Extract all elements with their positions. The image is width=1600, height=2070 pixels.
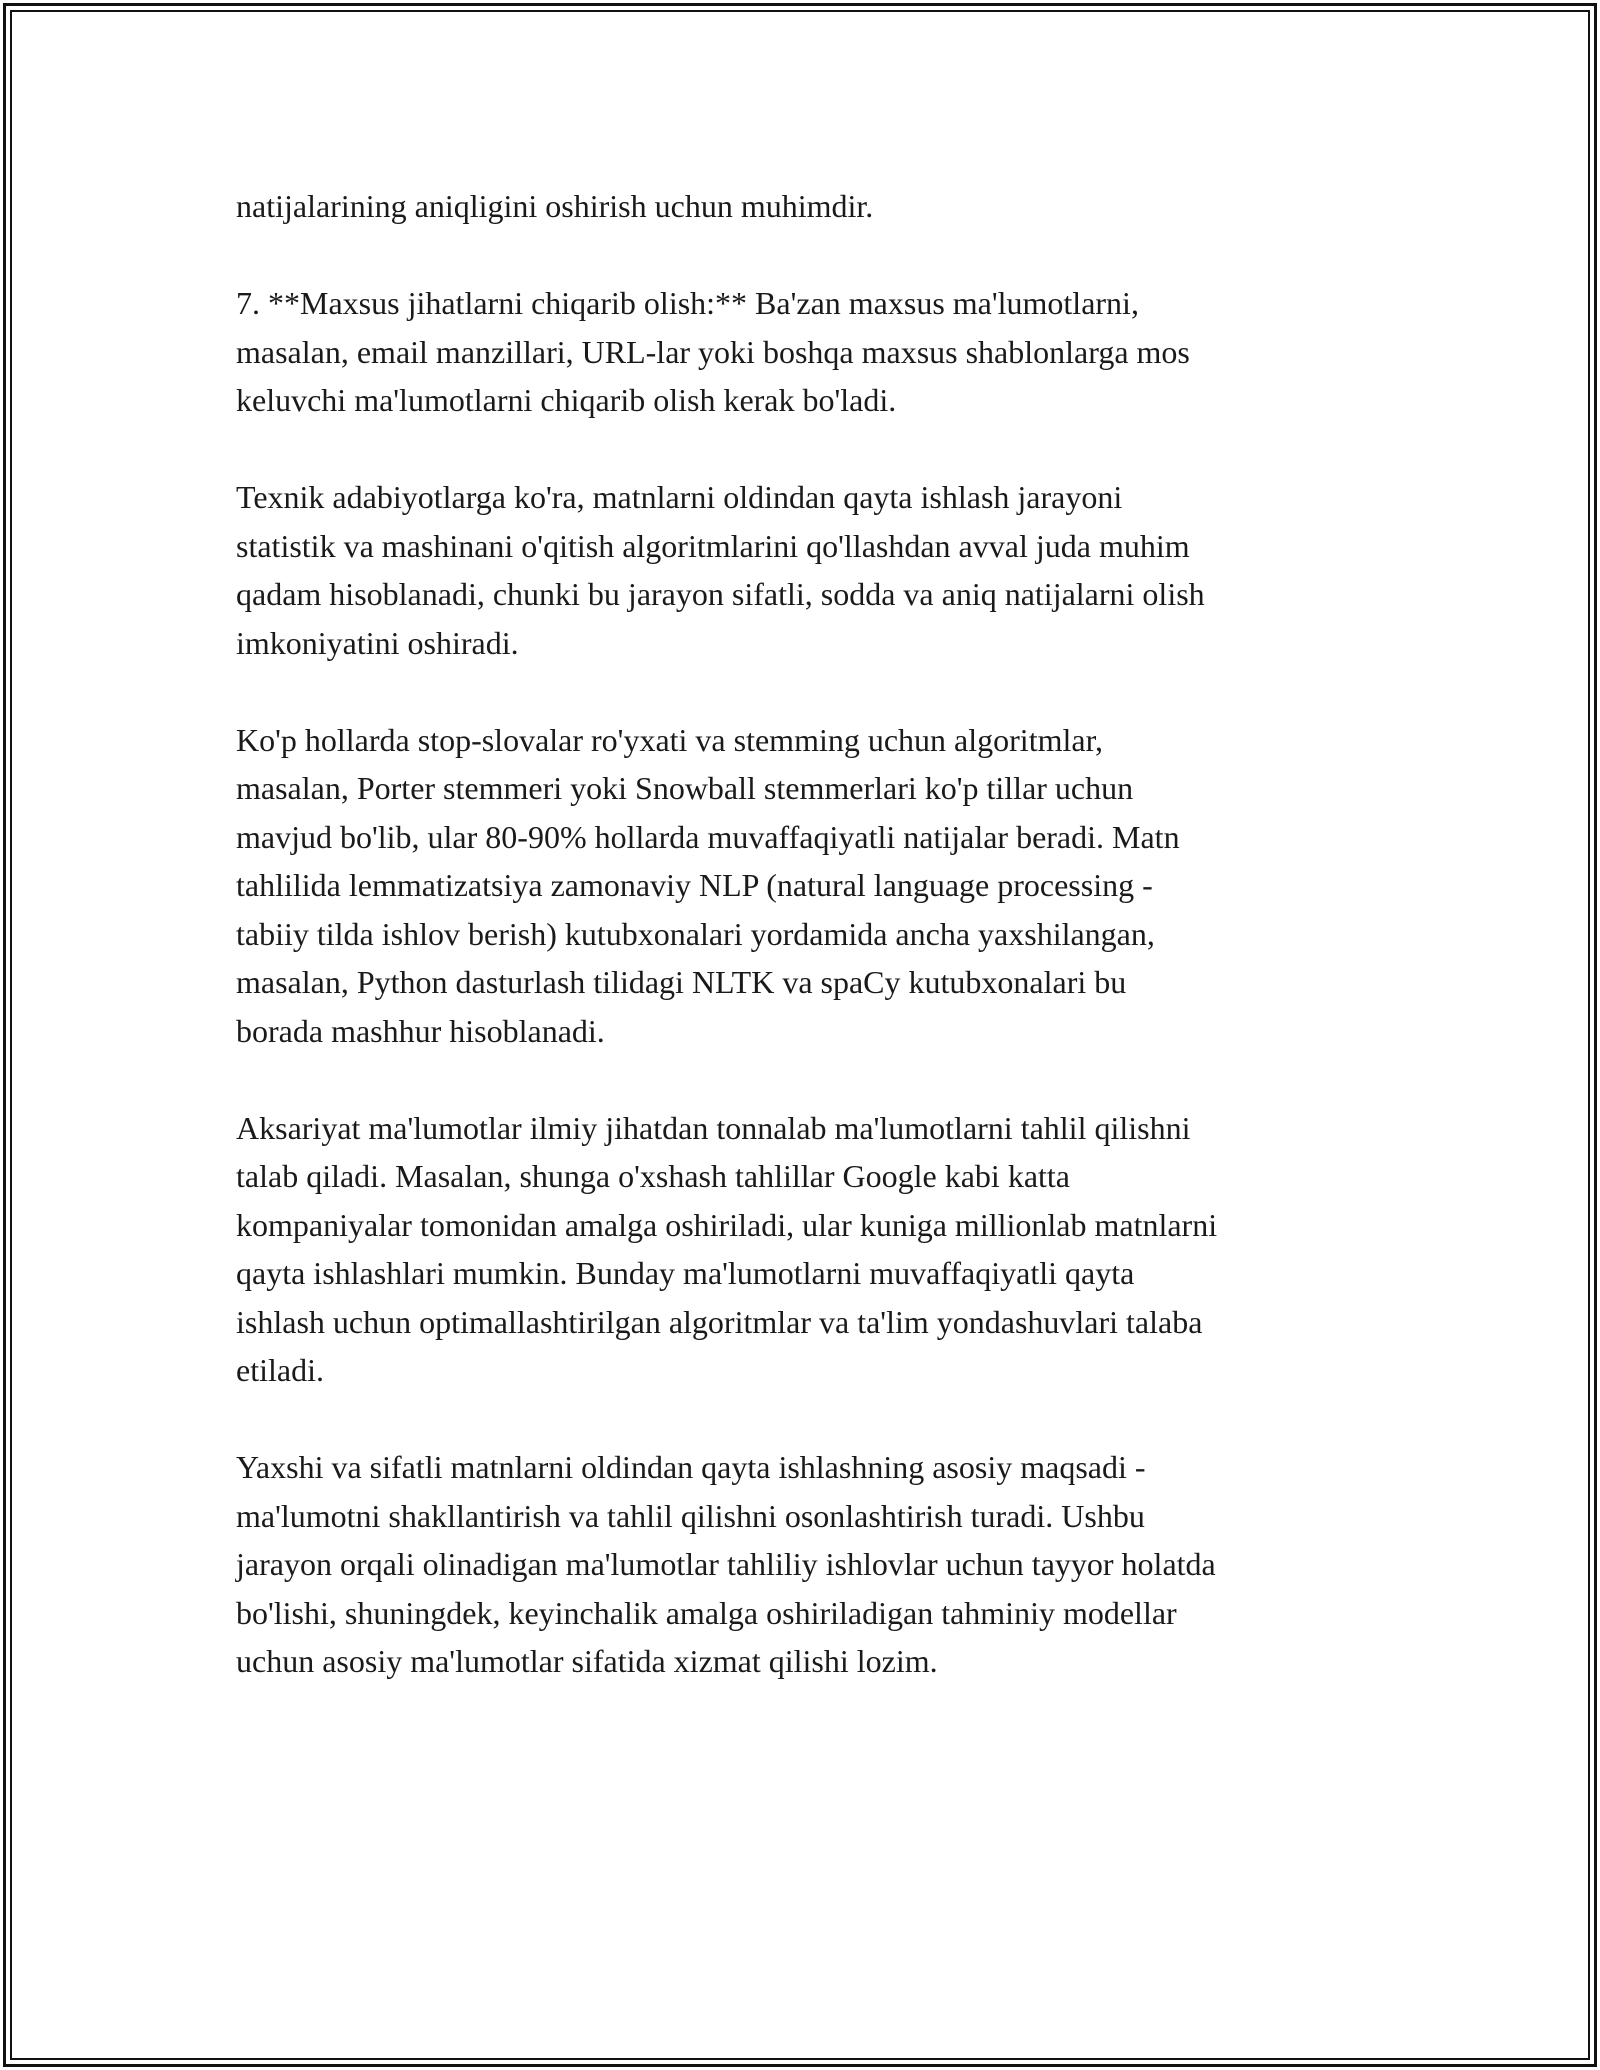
paragraph <box>236 182 1376 231</box>
text-line: masalan, Porter stemmeri yoki Snowball stemmerlari ko'p tillar uchun <box>236 770 1134 806</box>
text-line: masalan, Python dasturlash tilidagi NLTK va spaCy kutubxonalari bu <box>236 964 1127 1000</box>
document-body <box>236 182 1376 1734</box>
text-line: qadam hisoblanadi, chunki bu jarayon sifatli, sodda va aniq natijalarni olish <box>236 576 1205 612</box>
paragraph <box>236 716 1376 1056</box>
text-line: ma'lumotni shakllantirish va tahlil qilishni osonlashtirish turadi. Ushbu <box>236 1497 1145 1534</box>
text-line: masalan, email manzillari, URL-lar yoki boshqa maxsus shablonlarga mos <box>236 333 1190 370</box>
text-line: natijalarining aniqligini oshirish uchun muhimdir. <box>236 188 874 224</box>
text-line: uchun asosiy ma'lumotlar sifatida xizmat qilishi lozim. <box>236 1643 938 1679</box>
text-line: jarayon orqali olinadigan ma'lumotlar tahliliy ishlovlar uchun tayyor holatda <box>236 1546 1216 1582</box>
text-line: tahlilida lemmatizatsiya zamonaviy NLP (natural language processing - <box>236 867 1153 903</box>
text-line: kompaniyalar tomonidan amalga oshiriladi, ular kuniga millionlab matnlarni <box>236 1206 1218 1243</box>
text-line: keluvchi ma'lumotlarni chiqarib olish kerak bo'ladi. <box>236 382 897 418</box>
text-line: borada mashhur hisoblanadi. <box>236 1012 605 1049</box>
text-line: Ko'p hollarda stop-slovalar ro'yxati va stemming uchun algoritmlar, <box>236 721 1103 758</box>
paragraph <box>236 1104 1376 1395</box>
text-line: Yaxshi va sifatli matnlarni oldindan qayta ishlashning asosiy maqsadi - <box>236 1449 1146 1485</box>
text-line: 7. **Maxsus jihatlarni chiqarib olish:** Ba'zan maxsus ma'lumotlarni, <box>236 285 1139 321</box>
text-line: tabiiy tilda ishlov berish) kutubxonalari yordamida ancha yaxshilangan, <box>236 915 1155 952</box>
text-line: qayta ishlashlari mumkin. Bunday ma'lumotlarni muvaffaqiyatli qayta <box>236 1255 1135 1291</box>
text-line: talab qiladi. Masalan, shunga o'xshash tahlillar Google kabi katta <box>236 1158 1070 1194</box>
text-line: bo'lishi, shuningdek, keyinchalik amalga oshiriladigan tahminiy modellar <box>236 1594 1177 1631</box>
paragraph <box>236 1443 1376 1686</box>
text-line: Aksariyat ma'lumotlar ilmiy jihatdan tonnalab ma'lumotlarni tahlil qilishni <box>236 1109 1191 1146</box>
text-line: ishlash uchun optimallashtirilgan algoritmlar va ta'lim yondashuvlari talaba <box>236 1303 1203 1340</box>
text-line: mavjud bo'lib, ular 80-90% hollarda muvaffaqiyatli natijalar beradi. Matn <box>236 818 1180 855</box>
text-line: etiladi. <box>236 1352 324 1388</box>
text-line: Texnik adabiyotlarga ko'ra, matnlarni oldindan qayta ishlash jarayoni <box>236 479 1123 515</box>
text-line: statistik va mashinani o'qitish algoritmlarini qo'llashdan avval juda muhim <box>236 527 1190 564</box>
paragraph <box>236 279 1376 425</box>
text-line: imkoniyatini oshiradi. <box>236 624 519 661</box>
paragraph <box>236 473 1376 667</box>
